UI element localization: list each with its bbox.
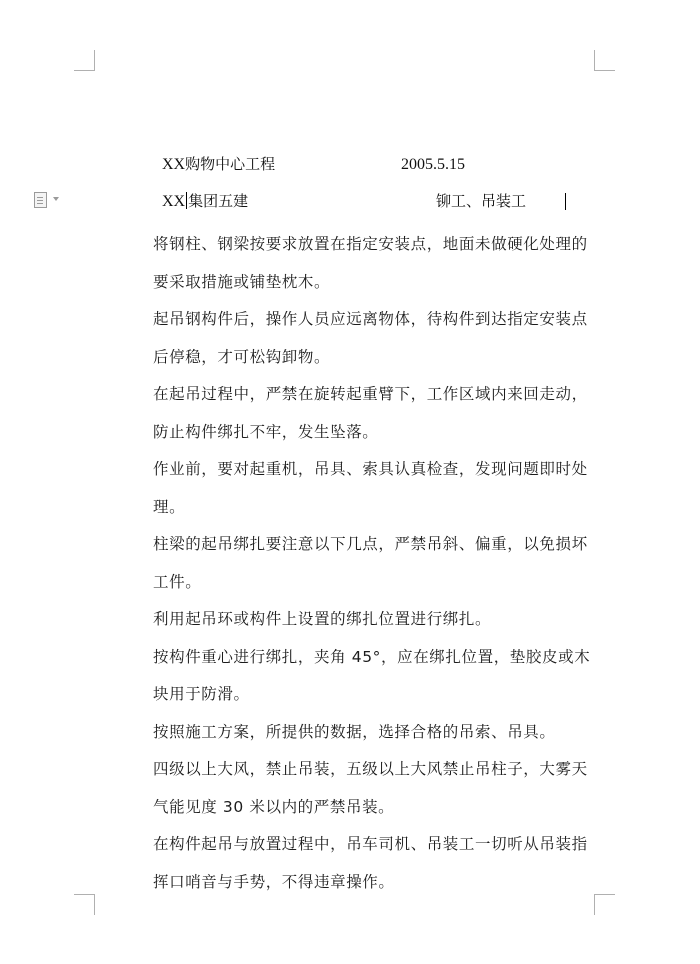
paragraph: 柱梁的起吊绑扎要注意以下几点，严禁吊斜、偏重，以免损坏工件。 <box>153 535 588 591</box>
paragraph: 在构件起吊与放置过程中，吊车司机、吊装工一切听从吊装指挥口哨音与手势，不得违章操作。 <box>153 835 588 891</box>
document-icon <box>34 192 47 208</box>
trade-label: 铆工、吊装工 <box>436 192 527 210</box>
paragraph: 按构件重心进行绑扎，夹角 45°，应在绑扎位置，垫胶皮或木块用于防滑。 <box>153 647 591 703</box>
safety-instructions[interactable] <box>153 226 598 901</box>
project-title: XX购物中心工程 <box>162 155 276 173</box>
paragraph: 起吊钢构件后，操作人员应远离物体，待构件到达指定安装点后停稳，才可松钩卸物。 <box>153 310 588 366</box>
caret-down-icon <box>53 197 59 201</box>
corner-mark-top-left <box>74 50 95 71</box>
paragraph: 四级以上大风，禁止吊装，五级以上大风禁止吊柱子，大雾天气能见度 30 米以内的严禁吊装。 <box>153 760 588 816</box>
paste-options-widget[interactable] <box>34 192 64 208</box>
text-cursor <box>186 192 187 209</box>
company-name: XX 集团五建 <box>162 192 249 210</box>
corner-mark-bottom-left <box>74 894 95 915</box>
paragraph: 在起吊过程中，严禁在旋转起重臂下，工作区域内来回走动，防止构件绑扎不牢，发生坠落。 <box>153 385 588 441</box>
paragraph: 按照施工方案，所提供的数据，选择合格的吊索、吊具。 <box>153 722 556 741</box>
paragraph: 将钢柱、钢梁按要求放置在指定安装点，地面未做硬化处理的要采取措施或铺垫枕木。 <box>153 235 588 291</box>
corner-mark-top-right <box>594 50 615 71</box>
paragraph: 作业前，要对起重机，吊具、索具认真检查，发现问题即时处理。 <box>153 460 588 516</box>
document-date: 2005.5.15 <box>401 156 465 173</box>
text-cursor <box>565 193 566 210</box>
paragraph: 利用起吊环或构件上设置的绑扎位置进行绑扎。 <box>153 610 492 628</box>
